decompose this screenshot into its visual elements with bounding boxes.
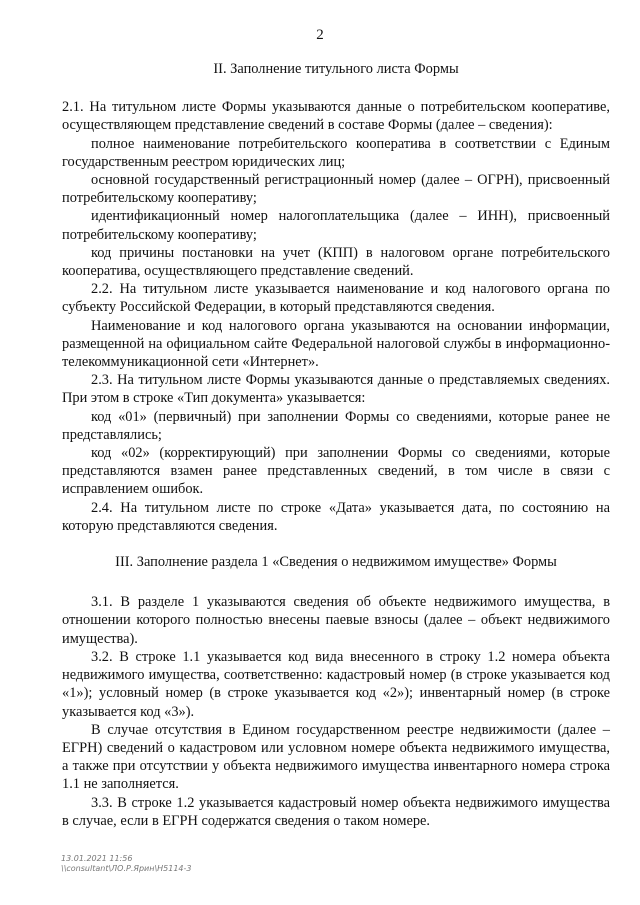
paragraph-2-3-b: код «02» (корректирующий) при заполнении Формы со сведениями, которые представляются взамен ранее представленных сведений, в том числе в связи с исправлением ошибок. [62, 445, 610, 498]
paragraph-3-1: 3.1. В разделе 1 указываются сведения об объекте недвижимого имущества, в отношении которого полностью внесены паевые взносы (далее – объект недвижимого имущества). [62, 594, 610, 647]
paragraph-2-1-c: идентификационный номер налогоплательщика (далее – ИНН), присвоенный потребительскому кооперативу; [62, 208, 610, 243]
paragraph-2-2: 2.2. На титульном листе указывается наименование и код налогового органа по субъекту Российской Федерации, в который представляются сведения. [62, 281, 610, 316]
paragraph-2-3-a: код «01» (первичный) при заполнении Формы со сведениями, которые ранее не представлялись; [62, 408, 610, 443]
paragraph-3-2: 3.2. В строке 1.1 указывается код вида внесенного в строку 1.2 номера объекта недвижимого имущества, соответственно: кадастровый номер (в строке указывается код «1»); условный номер (в строке указывается код «2»); инвентарный номер (в строке указывается код «3»). [62, 648, 610, 720]
section-2-heading: II. Заполнение титульного листа Формы [213, 61, 459, 77]
document-body [62, 60, 610, 830]
document-stamp [61, 854, 192, 874]
paragraph-2-1-b: основной государственный регистрационный номер (далее – ОГРН), присвоенный потребительскому кооперативу; [62, 172, 610, 207]
section-3-heading: III. Заполнение раздела 1 «Сведения о недвижимом имуществе» Формы [115, 554, 557, 571]
paragraph-2-1-d: код причины постановки на учет (КПП) в налоговом органе потребительского кооператива, осуществляющего представление сведений. [62, 244, 610, 280]
stamp-date: 13.01.2021 11:56 [61, 854, 133, 863]
paragraph-3-2-a: В случае отсутствия в Едином государственном реестре недвижимости (далее – ЕГРН) сведений о кадастровом или условном номере объекта недвижимого имущества, а также при отсутствии у объекта недвижимого имущества инвентарного номера строка 1.1 не заполняется. [62, 721, 610, 793]
paragraph-2-4: 2.4. На титульном листе по строке «Дата» указывается дата, по состоянию на которую представляются сведения. [62, 499, 610, 534]
paragraph-3-3: 3.3. В строке 1.2 указывается кадастровый номер объекта недвижимого имущества в случае, если в ЕГРН содержатся сведения о таком номере. [62, 794, 610, 829]
paragraph-2-1 [62, 98, 610, 134]
paragraph-2-2-a: Наименование и код налогового органа указываются на основании информации, размещенной на официальном сайте Федеральной налоговой службы в информационно-телекоммуникационной сети «Интернет». [62, 317, 610, 371]
page-number: 2 [316, 27, 324, 43]
stamp-path: \\consultant\ЛО.Р.Ярин\Н5114-3 [61, 864, 192, 873]
paragraph-2-3: 2.3. На титульном листе Формы указываются данные о представляемых сведениях. При этом в строке «Тип документа» указывается: [62, 372, 610, 407]
paragraph-2-1-a: полное наименование потребительского кооператива в соответствии с Единым государственным реестром юридических лиц; [62, 135, 610, 170]
paragraph-2-1-text: 2.1. На титульном листе Формы указываются данные о потребительском кооперативе, осуществляющем представление сведений в составе Формы (далее – сведения): [62, 99, 610, 134]
